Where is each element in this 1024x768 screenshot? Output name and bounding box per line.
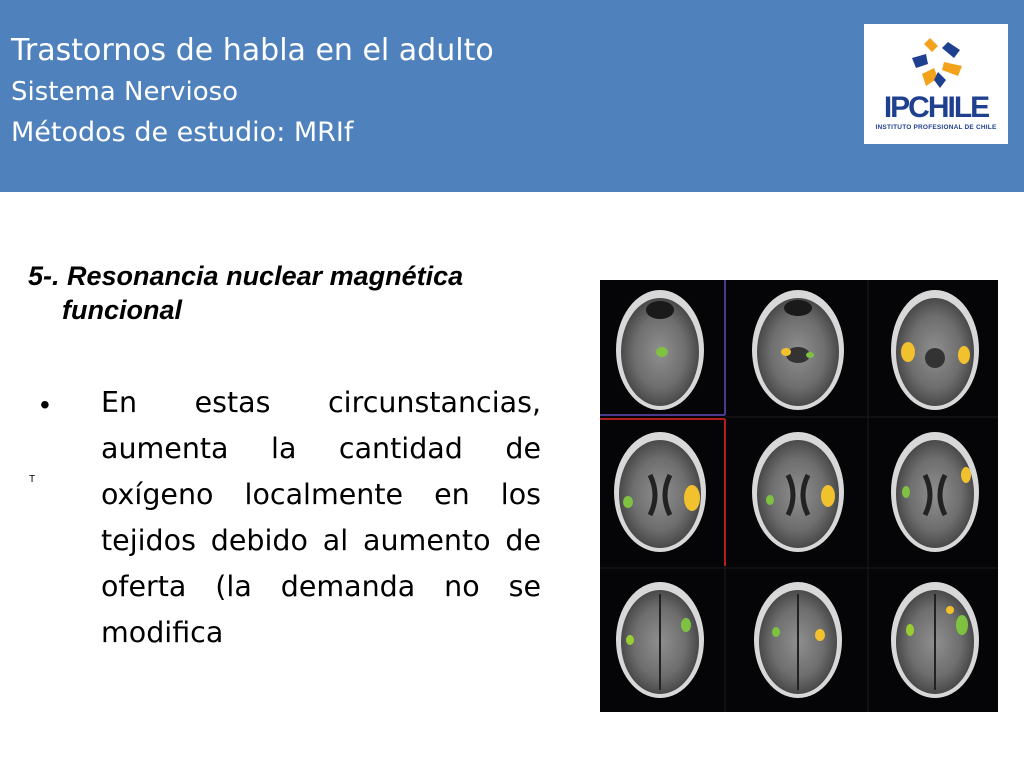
header-bar [0, 0, 1024, 192]
brain-slice-5 [752, 432, 844, 552]
brain-slice-1 [616, 290, 704, 410]
brain-slice-8 [754, 582, 842, 698]
fmri-brain-scans-image [600, 280, 998, 712]
section-title [28, 259, 548, 327]
brain-slice-2 [752, 290, 844, 410]
brain-slice-9 [891, 582, 979, 698]
fmri-grid [600, 280, 998, 712]
logo-tagline: INSTITUTO PROFESIONAL DE CHILE [875, 124, 997, 131]
bullet-marker: • [40, 389, 50, 420]
brain-slice-4 [614, 432, 706, 552]
bullet-paragraph: En estas circunstancias, aumenta la cantidad de oxígeno localmente en los tejidos debido al aumento de oferta (la demanda no se modifica [101, 386, 541, 649]
slide-subtitle-system: Sistema Nervioso [11, 77, 239, 107]
stray-mark: T [29, 474, 36, 485]
ipchile-star-icon [908, 36, 966, 90]
section-title-line2: funcional [62, 295, 182, 325]
brain-slice-7 [616, 582, 704, 698]
slide-subtitle-method: Métodos de estudio: MRIf [11, 117, 354, 148]
section-title-line1: 5-. Resonancia nuclear magnética [28, 261, 464, 291]
slide-title: Trastornos de habla en el adulto [11, 33, 494, 68]
logo-wordmark: IPCHILE [883, 91, 989, 124]
header-text [11, 30, 494, 154]
brain-slice-6 [891, 432, 979, 552]
ipchile-logo [864, 24, 1008, 144]
brain-slice-3 [891, 290, 979, 410]
